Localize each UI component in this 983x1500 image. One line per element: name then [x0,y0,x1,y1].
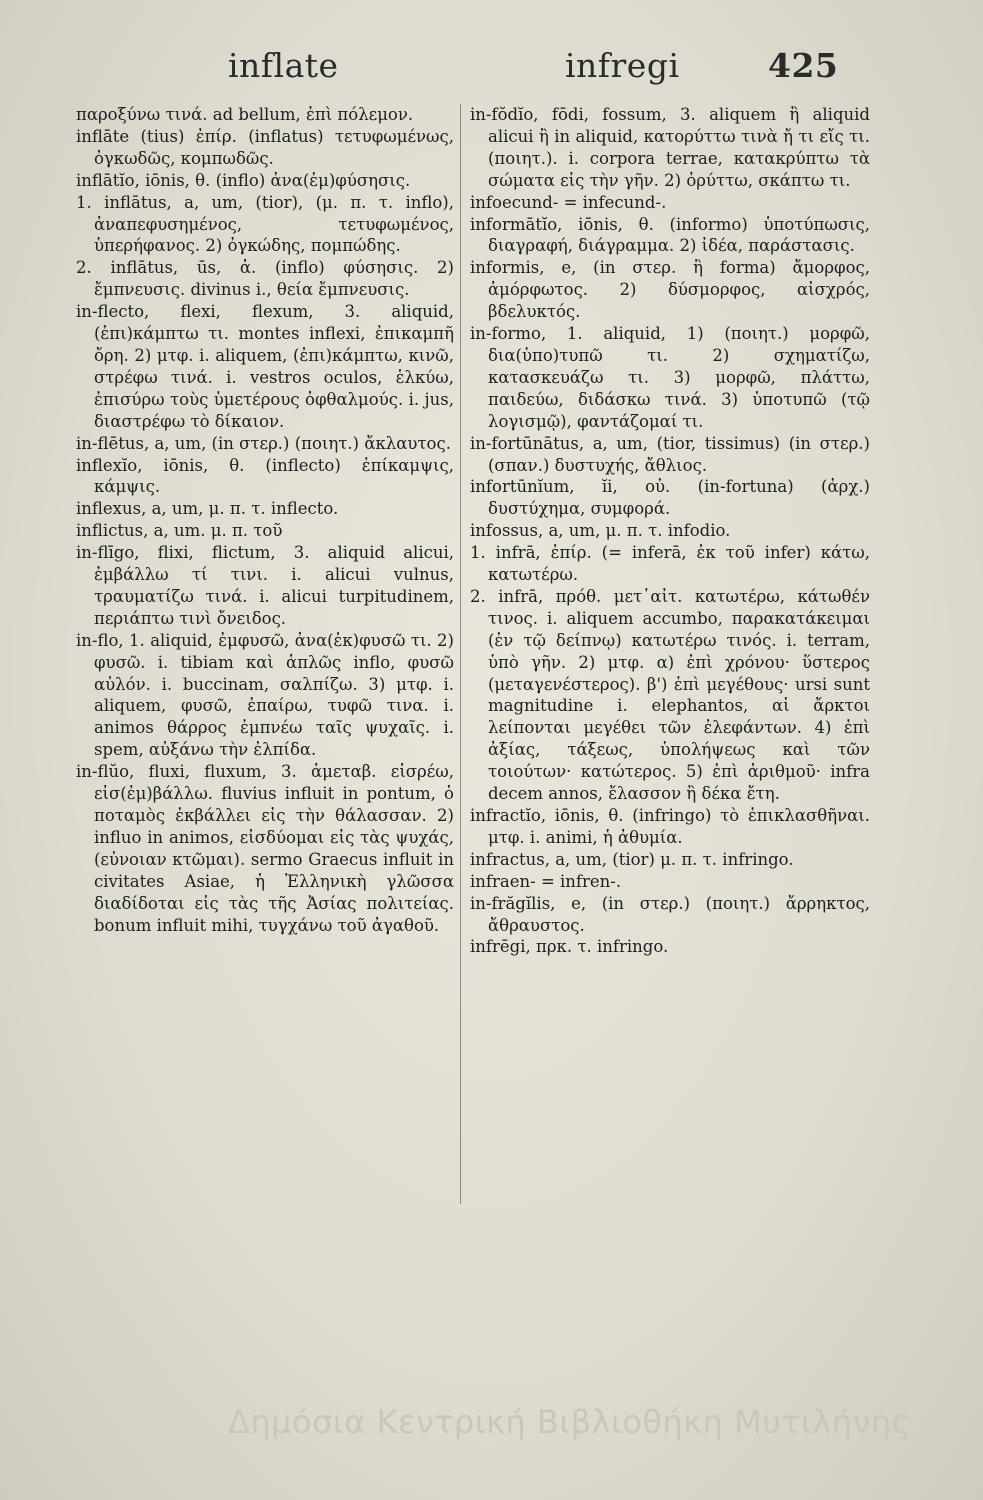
dictionary-entry: inflictus, a, um. μ. π. τοῦ [76,521,283,541]
dictionary-entry: infractĭo, iōnis, θ. (infringo) τὸ ἐπικλασθῆναι. μτφ. i. animi, ἡ ἀθυμία. [470,806,870,847]
dictionary-entry: infossus, a, um, μ. π. τ. infodio. [470,521,731,541]
dictionary-entry: infrēgi, πρκ. τ. infringo. [470,937,669,957]
dictionary-entry: infraen- = infren-. [470,871,622,891]
dictionary-entry: inflexĭo, iōnis, θ. (inflecto) ἐπίκαμψις, κάμψις. [76,455,454,497]
dictionary-entry: informis, e, (in στερ. ἢ forma) ἄμορφος, ἀμόρφωτος. 2) δύσμορφος, αἰσχρός, βδελυκτός. [470,258,870,322]
left-column [76,104,454,936]
dictionary-entry: 1. inflātus, a, um, (tior), (μ. π. τ. inflo), ἀναπεφυσημένος, τετυφωμένος, ὑπερήφανος. 2) ὀγκώδης, πομπώδης. [76,192,454,256]
running-head-right: infregi [565,46,680,85]
dictionary-entry: in-flētus, a, um, (in στερ.) (ποιητ.) ἄκλαυτος. [76,433,451,453]
right-column [470,104,870,958]
dictionary-entry: inflāte (tius) ἐπίρ. (inflatus) τετυφωμένως, ὀγκωδῶς, κομπωδῶς. [76,126,454,168]
running-head-left: inflate [228,46,339,85]
dictionary-entry: in-flecto, flexi, flexum, 3. aliquid, (ἐπι)κάμπτω τι. montes inflexi, ἐπικαμπῆ ὄρη. 2) μτφ. i. aliquem, (ἐπι)κάμπτω, κινῶ, στρέφω τινά. i. vestros oculos, ἑλκύω, ἐπισύρω τοὺς ὑμετέρους ὀφθαλμούς. i. jus, διαστρέφω τὸ δίκαιον. [76,302,454,431]
dictionary-entry: inflexus, a, um, μ. π. τ. inflecto. [76,499,339,519]
dictionary-entry: infractus, a, um, (tior) μ. π. τ. infringo. [470,849,794,869]
dictionary-entry: infoecund- = infecund-. [470,192,667,212]
dictionary-entry: παροξύνω τινά. ad bellum, ἐπὶ πόλεμον. [76,105,414,124]
library-watermark: Δημόσια Κεντρική Βιβλιοθήκη Μυτιλήνης [228,1403,911,1441]
dictionary-entry: 2. infrā, πρόθ. μετ᾽αἰτ. κατωτέρω, κάτωθέν τινος. i. aliquem accumbo, παρακατάκειμαι (ἐν τῷ δείπνῳ) κατωτέρω τινός. i. terram, ὑπὸ γῆν. 2) μτφ. α) ἐπὶ χρόνου· ὕστερος (μεταγενέστερος). β') ἐπὶ μεγέθους· ursi sunt magnitudine i. elephantos, αἱ ἄρκτοι λείπονται μεγέθει τῶν ἐλεφάντων. 4) ἐπὶ ἀξίας, τάξεως, ὑπολήψεως καὶ τῶν τοιούτων· κατώτερος. 5) ἐπὶ ἀριθμοῦ· infra decem annos, ἔλασσον ἢ δέκα ἔτη. [470,586,870,804]
dictionary-entry: infortūnĭum, ĭi, οὐ. (in-fortuna) (ἀρχ.) δυστύχημα, συμφορά. [470,477,870,519]
dictionary-entry: 2. inflātus, ūs, ἀ. (inflo) φύσησις. 2) ἔμπνευσις. divinus i., θεία ἔμπνευσις. [76,258,454,300]
page-number: 425 [768,46,839,85]
dictionary-entry: in-fŏdĭo, fōdi, fossum, 3. aliquem ἢ aliquid alicui ἢ in aliquid, κατορύττω τινὰ ἤ τι εἴς τι. (ποιητ.). i. corpora terrae, κατακρύπτω τὰ σώματα εἰς τὴν γῆν. 2) ὀρύττω, σκάπτω τι. [470,105,870,190]
dictionary-entry: in-fortūnātus, a, um, (tior, tissimus) (in στερ.) (σπαν.) δυστυχής, ἄθλιος. [470,433,870,475]
dictionary-entry: in-flŭo, fluxi, fluxum, 3. ἀμεταβ. εἰσρέω, εἰσ(ἐμ)βάλλω. fluvius influit in pontum, ὁ ποταμὸς ἐκβάλλει εἰς τὴν θάλασσαν. 2) influo in animos, εἰσδύομαι εἰς τὰς ψυχάς, (εὐνοιαν κτῶμαι). sermo Graecus influit in civitates Asiae, ἡ Ἑλληνικὴ γλῶσσα διαδίδοται εἰς τὰς τῆς Ἀσίας πολιτείας. bonum influit mihi, τυγχάνω τοῦ ἀγαθοῦ. [76,762,454,935]
dictionary-entry: 1. infrā, ἐπίρ. (= inferā, ἐκ τοῦ infer) κάτω, κατωτέρω. [470,543,870,585]
dictionary-entry: informātĭo, iōnis, θ. (informo) ὑποτύπωσις, διαγραφή, διάγραμμα. 2) ἰδέα, παράστασις. [470,214,870,256]
column-divider [460,104,461,1204]
dictionary-entry: in-frăgĭlis, e, (in στερ.) (ποιητ.) ἄρρηκτος, ἄθραυστος. [470,893,870,935]
dictionary-entry: inflātĭo, iōnis, θ. (inflo) ἀνα(ἐμ)φύσησις. [76,170,411,190]
dictionary-entry: in-flo, 1. aliquid, ἐμφυσῶ, ἀνα(ἐκ)φυσῶ τι. 2) φυσῶ. i. tibiam καὶ ἁπλῶς inflo, φυσῶ αὐλόν. i. buccinam, σαλπίζω. 3) μτφ. i. aliquem, φυσῶ, ἐπαίρω, τυφῶ τινα. i. animos θάρρος ἐμπνέω ταῖς ψυχαῖς. i. spem, αὐξάνω τὴν ἐλπίδα. [76,630,454,760]
dictionary-entry: in-flīgo, flixi, flictum, 3. aliquid alicui, ἐμβάλλω τί τινι. i. alicui vulnus, τραυματίζω τινά. i. alicui turpitudinem, περιάπτω τινὶ ὄνειδος. [76,543,454,628]
dictionary-entry: in-formo, 1. aliquid, 1) (ποιητ.) μορφῶ, δια(ὑπο)τυπῶ τι. 2) σχηματίζω, κατασκευάζω τι. 3) μορφῶ, πλάττω, παιδεύω, διδάσκω τινά. 3) ὑποτυπῶ (τῷ λογισμῷ), φαντάζομαί τι. [470,324,870,431]
